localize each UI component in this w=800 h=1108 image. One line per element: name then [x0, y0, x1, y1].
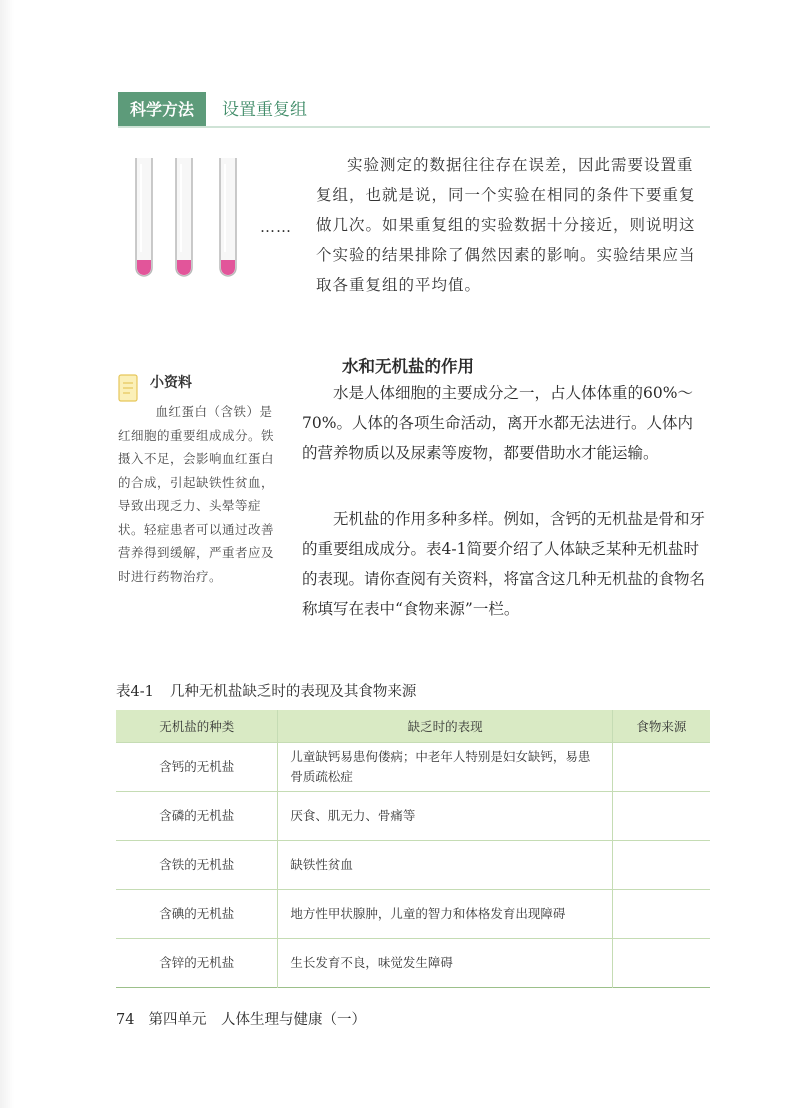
food-source-cell	[612, 743, 710, 792]
sidebar-text: 血红蛋白（含铁）是红细胞的重要组成成分。铁摄入不足，会影响血红蛋白的合成，引起缺铁性贫血，导致出现乏力、头晕等症状。轻症患者可以通过改善营养得到缓解，严重者应及时进行药物治疗。	[118, 404, 275, 584]
science-method-header	[118, 92, 710, 128]
test-tube-icon	[216, 156, 240, 284]
body-paragraph: 无机盐的作用多种多样。例如，含钙的无机盐是骨和牙的重要组成成分。表4-1简要介绍了人体缺乏某种无机盐时的表现。请你查阅有关资料，将富含这几种无机盐的食物名称填写在表中“食物来源”一栏。	[302, 510, 706, 618]
symptom-cell: 地方性甲状腺肿，儿童的智力和体格发育出现障碍	[278, 890, 612, 939]
food-source-cell	[612, 841, 710, 890]
table-header-row	[116, 710, 710, 743]
table-number: 表4-1	[116, 684, 154, 700]
mineral-type-cell: 含钙的无机盐	[116, 743, 278, 792]
header-cell: 无机盐的种类	[116, 710, 278, 743]
table-row	[116, 939, 710, 988]
food-source-cell	[612, 792, 710, 841]
science-method-tag: 科学方法	[118, 92, 206, 128]
table-row	[116, 743, 710, 792]
method-paragraph: 实验测定的数据往往存在误差，因此需要设置重复组，也就是说，同一个实验在相同的条件下要重复做几次。如果重复组的实验数据十分接近，则说明这个实验的结果排除了偶然因素的影响。实验结果应当取各重复组的平均值。	[316, 156, 696, 294]
test-tubes-illustration	[132, 156, 302, 296]
page-binding-edge	[0, 0, 14, 1108]
symptom-cell: 儿童缺钙易患佝偻病；中老年人特别是妇女缺钙，易患骨质疏松症	[278, 743, 612, 792]
body-paragraph: 水是人体细胞的主要成分之一，占人体体重的60%～70%。人体的各项生命活动，离开水都无法进行。人体内的营养物质以及尿素等废物，都要借助水才能运输。	[302, 384, 693, 462]
mineral-table	[116, 710, 710, 988]
note-icon	[118, 374, 138, 402]
table-caption	[116, 680, 416, 701]
mineral-type-cell: 含磷的无机盐	[116, 792, 278, 841]
table-title: 几种无机盐缺乏时的表现及其食物来源	[169, 684, 417, 700]
mineral-type-cell: 含铁的无机盐	[116, 841, 278, 890]
page-number: 74	[116, 1012, 135, 1028]
section-heading: 水和无机盐的作用	[342, 357, 474, 376]
test-tube-icon	[172, 156, 196, 284]
food-source-cell	[612, 939, 710, 988]
unit-title: 第四单元 人体生理与健康（一）	[148, 1012, 366, 1028]
sidebar-title: 小资料	[150, 375, 192, 391]
table-row	[116, 841, 710, 890]
ellipsis: ……	[260, 218, 292, 236]
page-footer	[116, 1008, 366, 1029]
mineral-type-cell: 含锌的无机盐	[116, 939, 278, 988]
header-cell: 缺乏时的表现	[278, 710, 612, 743]
table-row	[116, 890, 710, 939]
symptom-cell: 厌食、肌无力、骨痛等	[278, 792, 612, 841]
symptom-cell: 生长发育不良，味觉发生障碍	[278, 939, 612, 988]
header-rule	[118, 126, 710, 128]
test-tube-icon	[132, 156, 156, 284]
table-row	[116, 792, 710, 841]
mineral-type-cell: 含碘的无机盐	[116, 890, 278, 939]
header-cell: 食物来源	[612, 710, 710, 743]
symptom-cell: 缺铁性贫血	[278, 841, 612, 890]
science-method-title: 设置重复组	[222, 100, 307, 120]
food-source-cell	[612, 890, 710, 939]
